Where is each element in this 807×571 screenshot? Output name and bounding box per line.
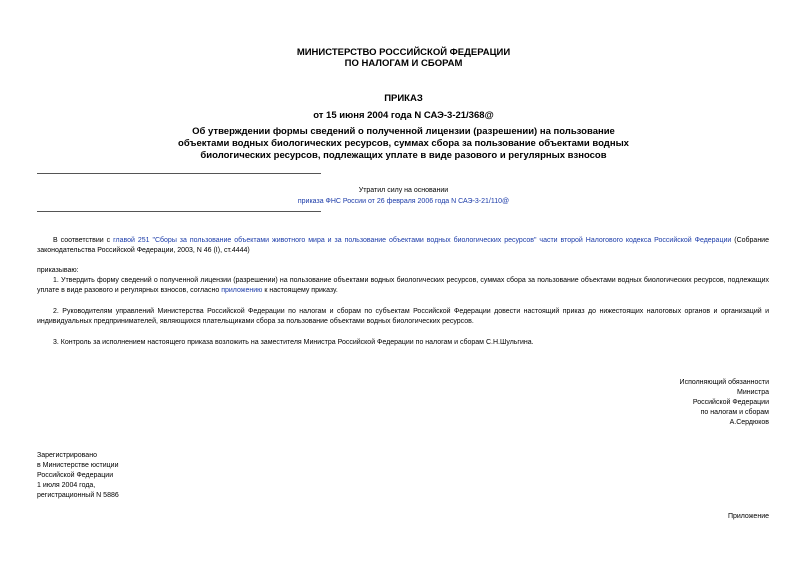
registration-line-3: Российской Федерации [37,472,114,479]
paragraph-basis-prefix: В соответствии с [53,237,114,244]
signature-line-1: Исполняющий обязанности [679,379,769,386]
ministry-heading [0,47,807,69]
registration-line-1: Зарегистрировано [37,452,97,459]
signature-line-2: Министра [736,389,769,396]
registration-line-4: 1 июля 2004 года, [37,482,96,489]
signature-line-3: Российской Федерации [692,399,769,406]
item-1-prefix: 1. Утвердить форму сведений о полученной лицензии (разрешении) на пользование объектами водных биологических ресурсов, суммах сбора за пользование объектами водных биологических ресурсов, подлежащих уплате в виде разового и регулярных взносов, согласно [37,277,769,294]
signature-line-4: по налогам и сборам [700,409,769,416]
doc-title-line-2: объектами водных биологических ресурсов, суммах сбора за пользование объектами водных [178,138,629,149]
doc-title-line-1: Об утверждении формы сведений о полученной лицензии (разрешении) на пользование [192,126,615,137]
paragraph-item-2: 2. Руководителям управлений Министерства Российской Федерации по налогам и сборам по субъектам Российской Федерации довести настоящий приказ до нижестоящих налоговых органов и организаций и индивидуальных предпринимателей, являющихся плательщиками сбора за пользование объектами водных биологических ресурсов. [37,308,769,325]
paragraph-item-3: 3. Контроль за исполнением настоящего приказа возложить на заместителя Министра Российской Федерации по налогам и сборам С.Н.Шульгина. [53,339,534,346]
item-1-suffix: к настоящему приказу. [262,287,338,294]
paragraph-basis-suffix: (Собрание законодательства Российской Федерации, 2003, N 46 (I), ст.4444) [37,237,769,254]
doc-type: ПРИКАЗ [384,93,423,104]
signature-line-5: А.Сердюков [729,419,769,426]
registration-line-5: регистрационный N 5886 [37,492,119,499]
registration-block [37,451,119,501]
divider-top [37,173,321,174]
appendix-label: Приложение [727,513,769,520]
paragraph-basis [37,236,769,256]
divider-bottom [37,211,321,212]
doc-title [0,126,807,162]
doc-title-line-3: биологических ресурсов, подлежащих уплате в виде разового и регулярных взносов [200,150,607,161]
signature-block [680,378,769,428]
appendix-link[interactable]: приложению [221,287,263,294]
order-heading [0,93,807,121]
lost-force-note: Утратил силу на основании [358,187,449,194]
paragraph-item-1 [37,276,769,296]
lost-force-link-line [280,196,527,207]
lost-force-link[interactable]: приказа ФНС России от 26 февраля 2006 года N САЭ-3-21/110@ [297,198,510,205]
ministry-line-1: МИНИСТЕРСТВО РОССИЙСКОЙ ФЕДЕРАЦИИ [296,47,511,58]
doc-date: от 15 июня 2004 года N САЭ-3-21/368@ [313,110,494,121]
paragraph-order: приказываю: [37,267,79,274]
tax-code-link[interactable]: главой 251 "Сборы за пользование объектами животного мира и за пользование объектами водных биологических ресурсов" части второй Налогового кодекса Российской Федерации [113,237,732,244]
ministry-line-2: ПО НАЛОГАМ И СБОРАМ [344,58,463,69]
registration-line-2: в Министерстве юстиции [37,462,119,469]
